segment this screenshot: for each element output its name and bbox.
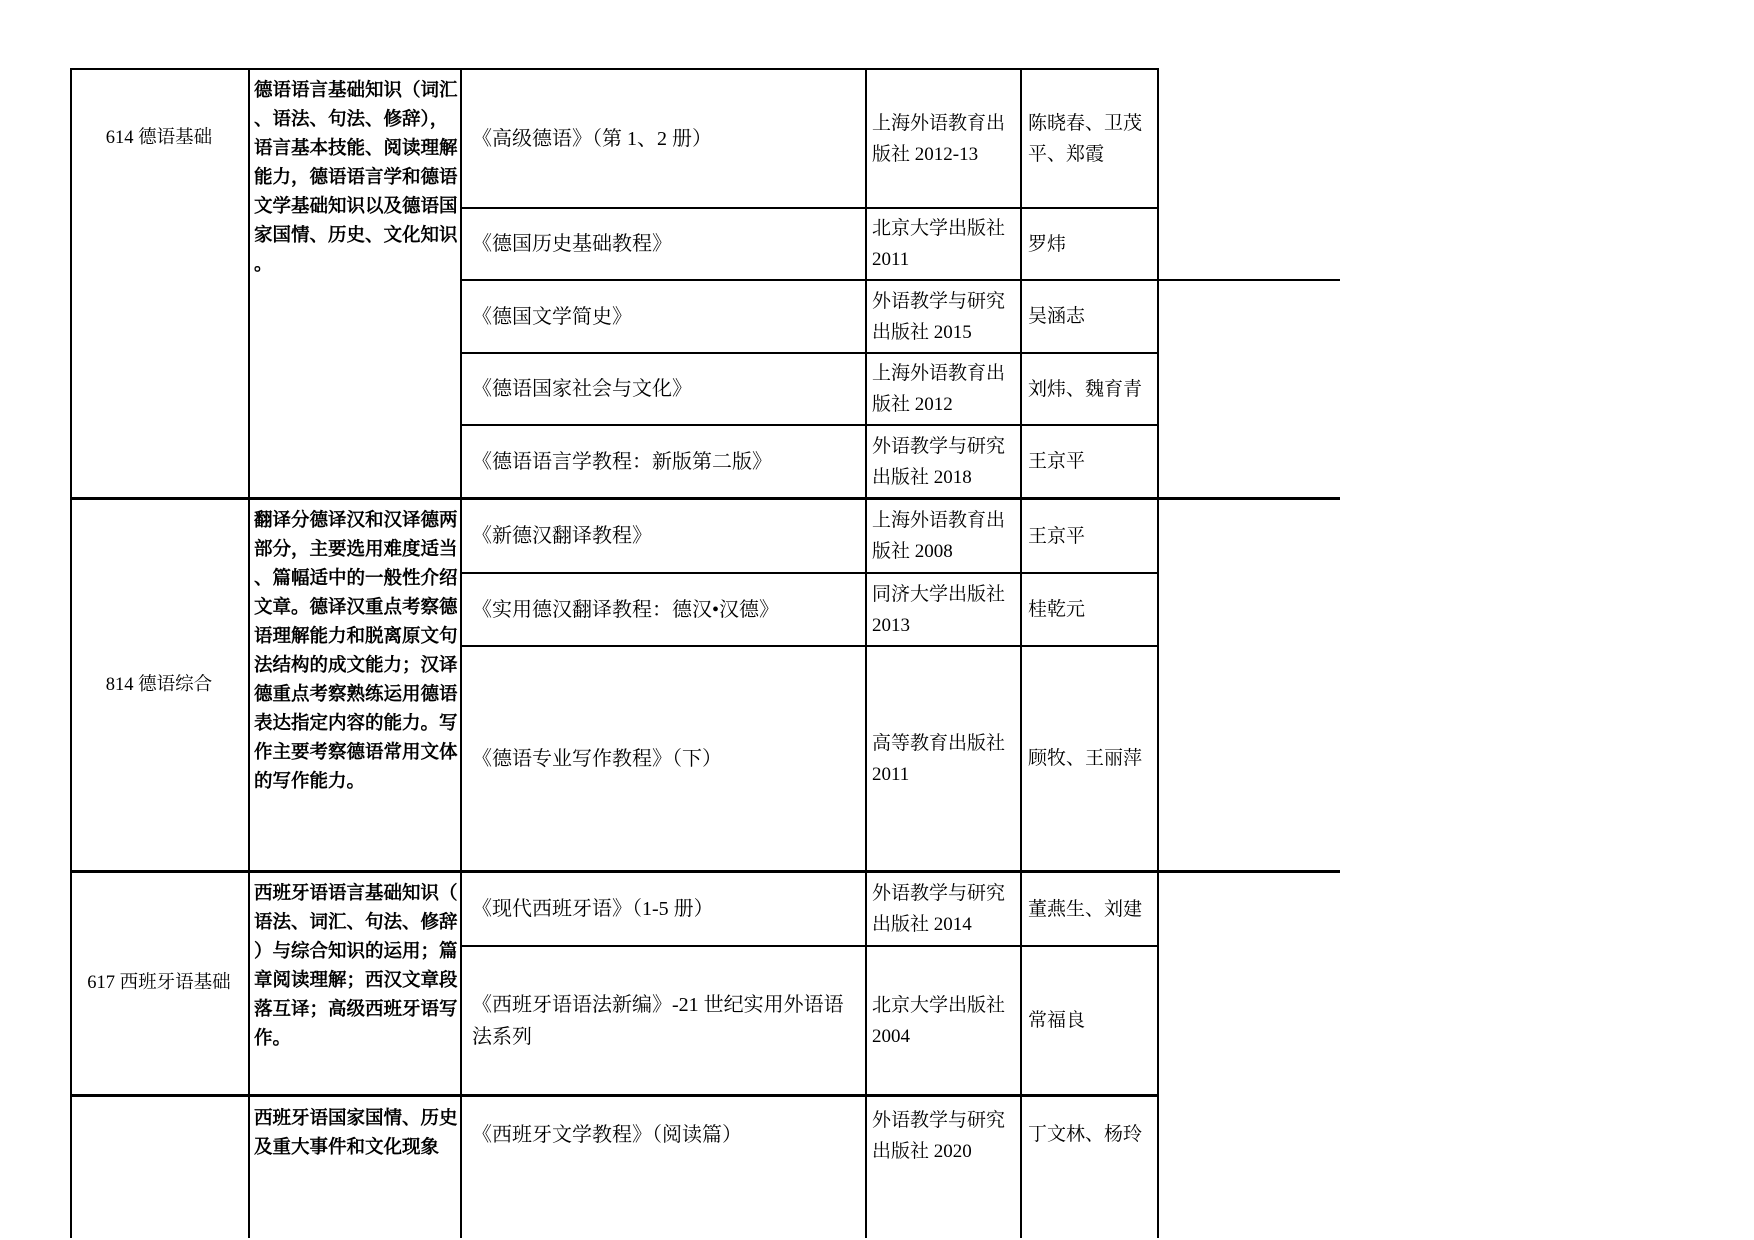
publisher-text: 同济大学出版社 2013	[872, 583, 1006, 636]
publisher-cell	[869, 281, 1017, 352]
book-title: 《高级德语》（第 1、2 册）	[472, 127, 712, 150]
exam-description-cell	[252, 1097, 458, 1238]
book-title-cell	[466, 500, 858, 572]
authors-cell	[1024, 281, 1155, 352]
publisher-cell	[869, 354, 1017, 424]
authors-cell	[1024, 647, 1155, 870]
book-title: 《西班牙文学教程》（阅读篇）	[472, 1124, 742, 1146]
exam-description-text: 德语语言基础知识（词汇、语法、句法、修辞），语言基本技能、阅读理解能力，德语语言学和德语文学基础知识以及德语国家国情、历史、文化知识。	[254, 81, 458, 275]
authors-cell	[1024, 574, 1155, 645]
publisher-text: 外语教学与研究出版社 2014	[872, 883, 1006, 935]
book-title: 《新德汉翻译教程》	[472, 525, 652, 547]
publisher-cell	[869, 426, 1017, 497]
exam-description-cell	[252, 500, 458, 870]
authors-cell	[1024, 500, 1155, 572]
authors-text: 桂乾元	[1028, 599, 1086, 620]
exam-description-cell	[252, 873, 458, 1094]
book-title-cell	[466, 1097, 858, 1238]
authors-cell	[1024, 1097, 1155, 1238]
book-title: 《西班牙语语法新编》-21 世纪实用外语语法系列	[472, 993, 844, 1048]
publisher-text: 北京大学出版社 2011	[872, 218, 1006, 270]
publisher-cell	[869, 500, 1017, 572]
authors-text: 吴涵志	[1028, 306, 1086, 327]
publisher-text: 外语教学与研究出版社 2018	[872, 435, 1006, 488]
publisher-text: 北京大学出版社 2004	[872, 994, 1006, 1047]
book-title-cell	[466, 574, 858, 645]
publisher-text: 上海外语教育出版社 2008	[872, 510, 1006, 562]
book-title: 《现代西班牙语》（1-5 册）	[472, 898, 714, 920]
publisher-cell	[869, 873, 1017, 945]
authors-text: 丁文林、杨玲	[1028, 1124, 1143, 1145]
publisher-cell	[869, 947, 1017, 1094]
book-title-cell	[466, 209, 858, 279]
exam-description-text: 翻译分德译汉和汉译德两部分，主要选用难度适当、篇幅适中的一般性介绍文章。德译汉重点考察德语理解能力和脱离原文句法结构的成文能力；汉译德重点考察熟练运用德语表达指定内容的能力。写作主要考察德语常用文体的写作能力。	[254, 511, 458, 792]
authors-text: 董燕生、刘建	[1028, 898, 1143, 920]
authors-text: 常福良	[1028, 1010, 1086, 1031]
publisher-cell	[869, 209, 1017, 279]
authors-text: 王京平	[1028, 451, 1086, 472]
book-title-cell	[466, 947, 858, 1094]
publisher-cell	[869, 70, 1017, 207]
course-code-label: 814 德语综合	[105, 674, 213, 695]
authors-text: 刘炜、魏育青	[1028, 378, 1143, 400]
book-title: 《德语语言学教程：新版第二版》	[472, 450, 772, 473]
book-title-cell	[466, 873, 858, 945]
book-title: 《实用德汉翻译教程：德汉•汉德》	[472, 598, 780, 621]
authors-cell	[1024, 70, 1155, 207]
book-title-cell	[466, 70, 858, 207]
book-title-cell	[466, 354, 858, 424]
course-code-cell	[72, 70, 246, 207]
publisher-text: 外语教学与研究出版社 2020	[872, 1110, 1006, 1162]
exam-description-cell	[252, 70, 458, 497]
authors-cell	[1024, 426, 1155, 497]
book-title: 《德国文学简史》	[472, 305, 632, 328]
publisher-text: 上海外语教育出版社 2012-13	[872, 112, 1006, 165]
course-code-label: 614 德语基础	[105, 128, 213, 148]
table-border	[248, 68, 250, 1238]
book-title-cell	[466, 426, 858, 497]
book-title: 《德语专业写作教程》（下）	[472, 747, 722, 770]
book-title-cell	[466, 647, 858, 870]
table-border	[865, 68, 867, 1238]
book-title: 《德语国家社会与文化》	[472, 378, 692, 400]
publisher-cell	[869, 1097, 1017, 1238]
authors-text: 罗炜	[1028, 233, 1067, 255]
publisher-cell	[869, 574, 1017, 645]
publisher-text: 上海外语教育出版社 2012	[872, 363, 1006, 415]
book-title-cell	[466, 281, 858, 352]
course-code-cell	[72, 873, 246, 1094]
table-border	[1157, 68, 1159, 1238]
table-border	[1020, 68, 1022, 1238]
table-border	[460, 68, 462, 1238]
course-code-label: 617 西班牙语基础	[87, 973, 231, 993]
publisher-text: 高等教育出版社 2011	[872, 732, 1006, 785]
publisher-text: 外语教学与研究出版社 2015	[872, 290, 1006, 343]
authors-cell	[1024, 209, 1155, 279]
authors-text: 顾牧、王丽萍	[1028, 748, 1143, 769]
publisher-cell	[869, 647, 1017, 870]
authors-text: 陈晓春、卫茂平、郑霞	[1028, 112, 1143, 165]
exam-description-text: 西班牙语语言基础知识（语法、词汇、句法、修辞）与综合知识的运用；篇章阅读理解；西汉文章段落互译；高级西班牙语写作。	[254, 884, 458, 1049]
exam-description-text: 西班牙语国家国情、历史及重大事件和文化现象	[254, 1109, 458, 1158]
authors-cell	[1024, 354, 1155, 424]
book-title: 《德国历史基础教程》	[472, 233, 672, 255]
course-code-cell	[72, 500, 246, 870]
authors-cell	[1024, 947, 1155, 1094]
authors-text: 王京平	[1028, 525, 1086, 547]
authors-cell	[1024, 873, 1155, 945]
